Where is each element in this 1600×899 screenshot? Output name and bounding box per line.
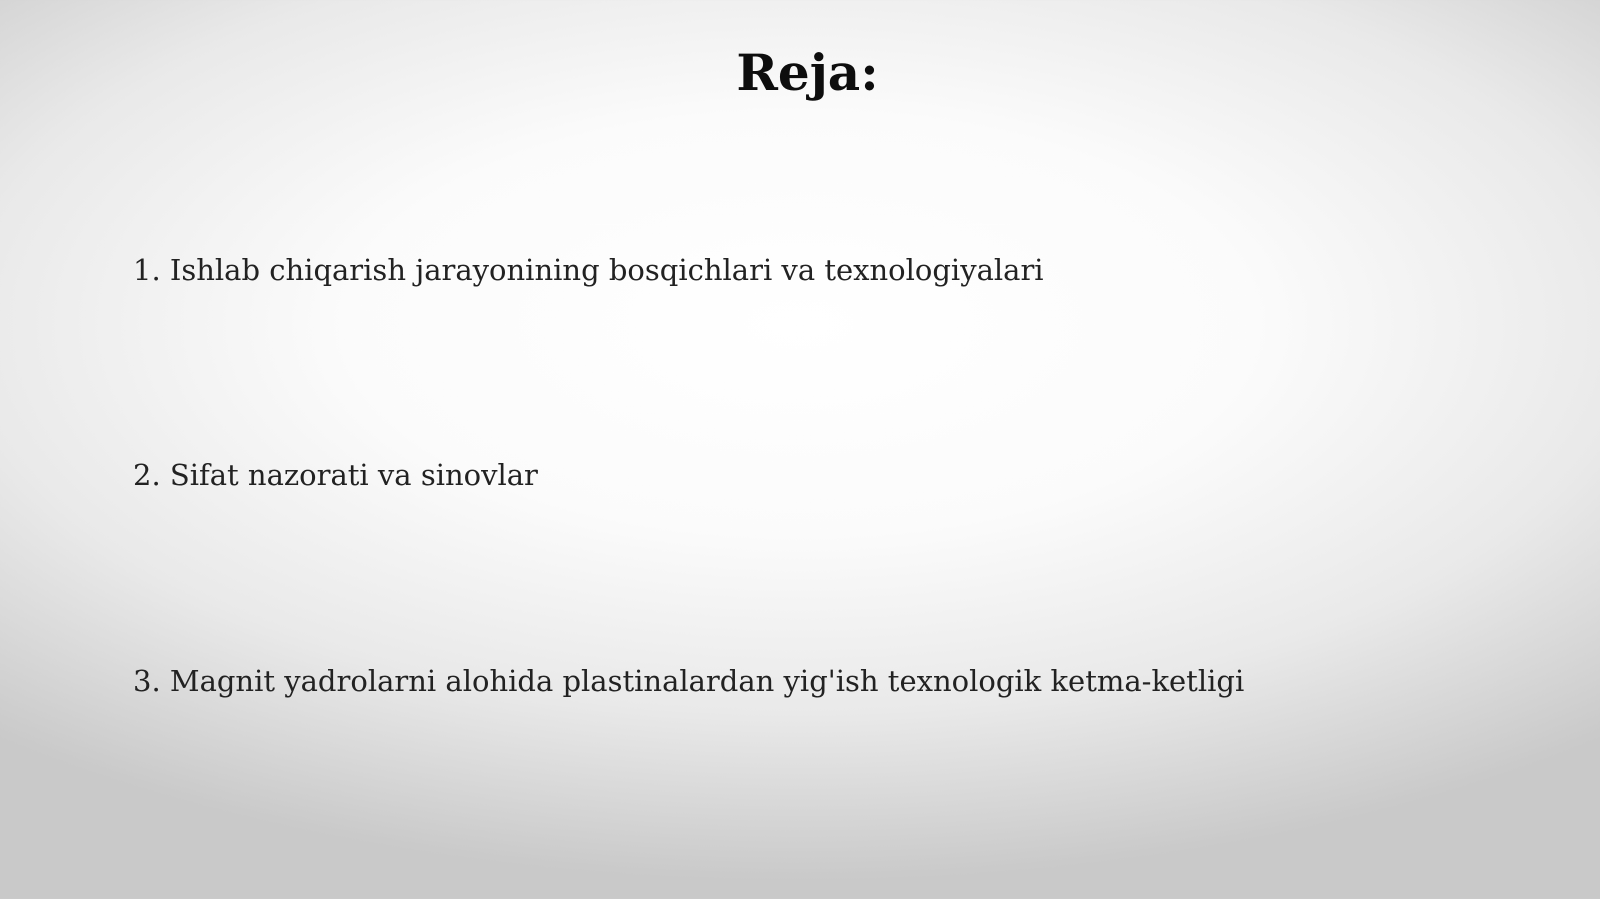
- agenda-item-3: 3. Magnit yadrolarni alohida plastinalardan yig'ish texnologik ketma-ketligi: [133, 664, 1245, 698]
- slide-title: Reja:: [736, 43, 879, 102]
- agenda-item-2: 2. Sifat nazorati va sinovlar: [133, 458, 538, 492]
- agenda-item-1: 1. Ishlab chiqarish jarayonining bosqichlari va texnologiyalari: [133, 253, 1044, 287]
